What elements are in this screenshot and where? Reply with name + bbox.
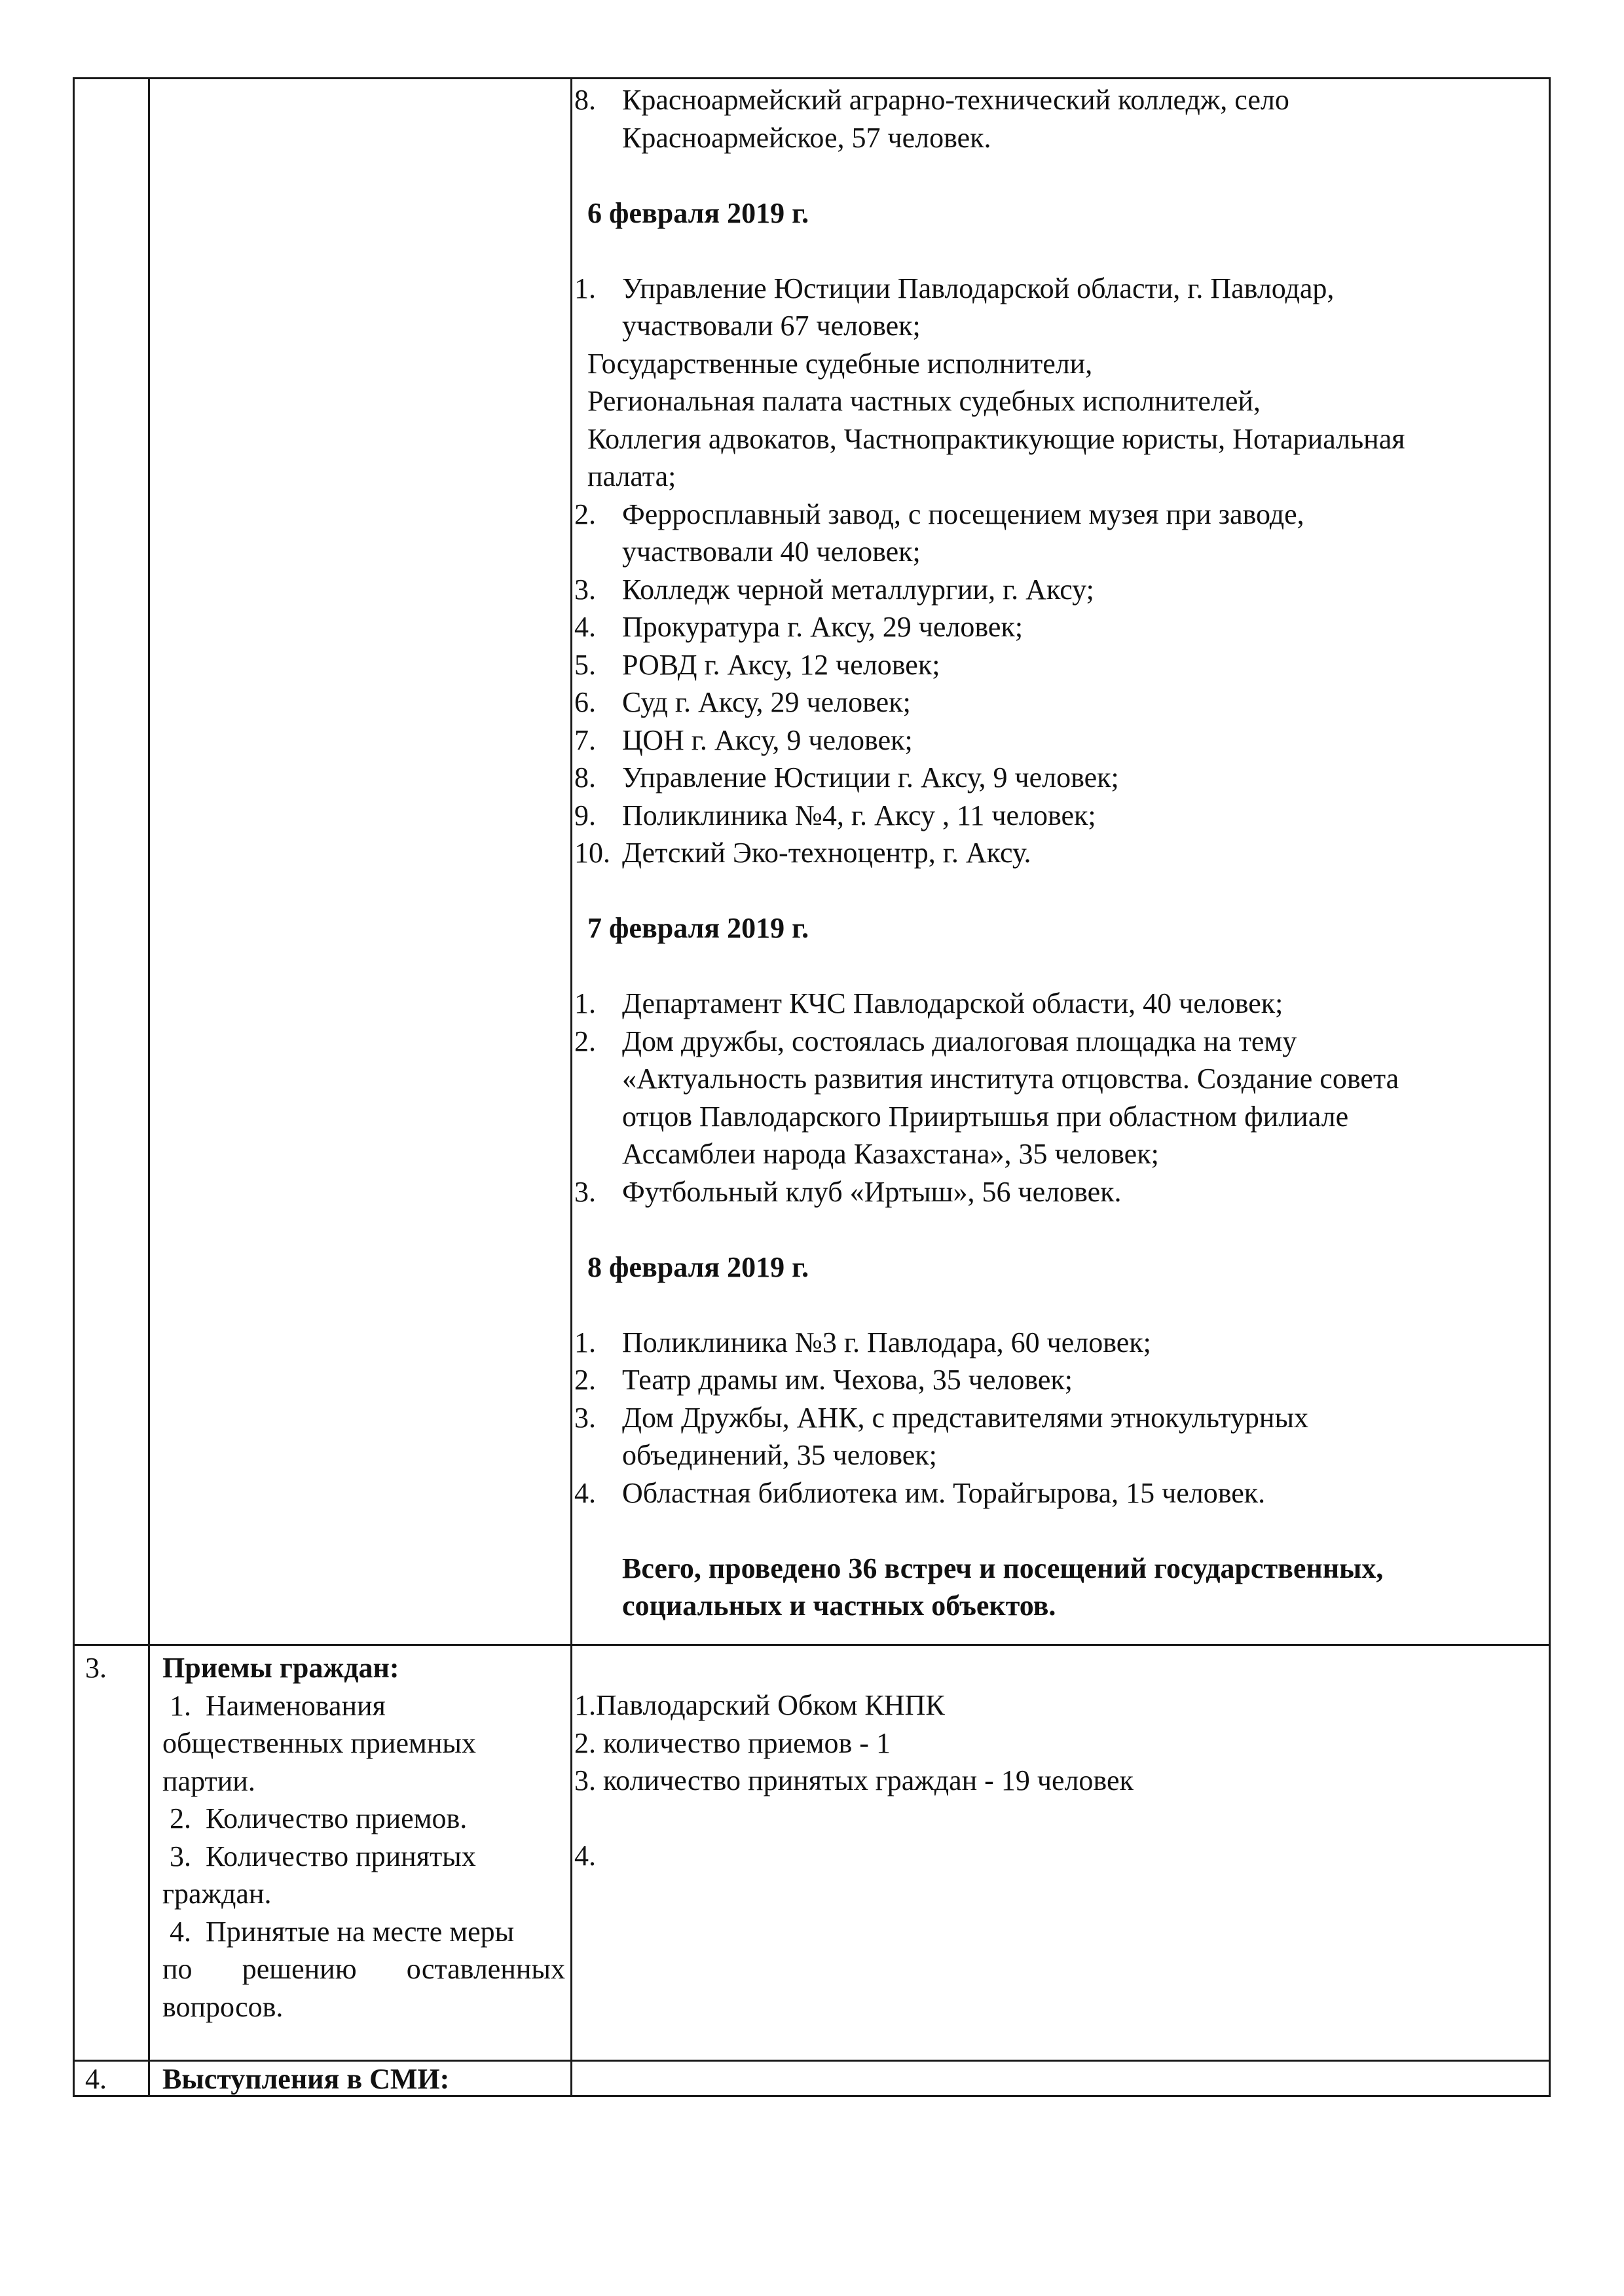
row3-right-line: 1.Павлодарский Обком КНПК	[574, 1689, 945, 1721]
summary-line: Всего, проведено 36 встреч и посещений государственных,	[622, 1552, 1384, 1584]
list-item-number: 5.	[574, 648, 596, 681]
list-item-text: Ферросплавный завод, с посещением музея при заводе,	[622, 498, 1304, 530]
plain-line: палата;	[587, 460, 676, 492]
row3-right-line	[574, 1800, 1543, 1838]
list-item-number: 7.	[574, 723, 596, 756]
list-item-text: РОВД г. Аксу, 12 человек;	[622, 648, 940, 681]
list-item-text: Красноармейский аграрно-технический колледж, село	[622, 84, 1289, 116]
row3-right-line: 4.	[574, 1840, 596, 1872]
list-item	[574, 270, 1543, 308]
list-item-number: 9.	[574, 799, 596, 831]
list-item-text: Областная библиотека им. Торайгырова, 15 человек.	[622, 1476, 1266, 1509]
list-item-continuation: «Актуальность развития института отцовства. Создание совета	[622, 1063, 1399, 1095]
list-item-text: Прокуратура г. Аксу, 29 человек;	[622, 611, 1024, 643]
row3-title: Приемы граждан:	[162, 1652, 399, 1684]
list-item	[574, 759, 1543, 797]
date-heading: 7 февраля 2019 г.	[587, 912, 809, 944]
row3-left-line: 2. Количество приемов.	[162, 1802, 468, 1834]
list-item	[574, 834, 1543, 872]
table-border-right	[1549, 77, 1551, 2097]
row3-left-line: по решению оставленных	[162, 1953, 565, 1985]
list-item-continuation: объединений, 35 человек;	[622, 1439, 937, 1471]
spacer	[574, 1211, 1543, 1248]
list-item-continuation: Красноармейское, 57 человек.	[622, 121, 991, 154]
row3-right-line: 2. количество приемов - 1	[574, 1726, 891, 1759]
list-item-text: Театр драмы им. Чехова, 35 человек;	[622, 1364, 1073, 1396]
list-item-text: Управление Юстиции г. Аксу, 9 человек;	[622, 761, 1119, 793]
list-item-number: 3.	[574, 573, 596, 606]
plain-line: Государственные судебные исполнители,	[587, 347, 1093, 380]
list-item	[574, 646, 1543, 684]
list-item	[574, 797, 1543, 835]
list-item-number: 10.	[574, 837, 610, 869]
list-item	[574, 1023, 1543, 1061]
list-item-number: 6.	[574, 686, 596, 718]
list-item-text: Дом Дружбы, АНК, с представителями этнокультурных	[622, 1401, 1309, 1434]
table-border-top	[73, 77, 1551, 79]
list-item-continuation: Ассамблеи народа Казахстана», 35 человек;	[622, 1138, 1159, 1170]
list-item-text: Дом дружбы, состоялась диалоговая площадка на тему	[622, 1025, 1297, 1057]
list-item-text: Суд г. Аксу, 29 человек;	[622, 686, 911, 718]
row3-left-line: 4. Принятые на месте меры	[162, 1915, 515, 1948]
row3-left-line: вопросов.	[162, 1990, 284, 2023]
row3-left-cell	[162, 1649, 565, 2026]
list-item-number: 2.	[574, 498, 596, 530]
plain-line: Коллегия адвокатов, Частнопрактикующие юристы, Нотариальная	[587, 422, 1405, 455]
row3-left-line: партии.	[162, 1764, 255, 1797]
list-item	[574, 721, 1543, 759]
list-item	[574, 985, 1543, 1023]
list-item	[574, 608, 1543, 646]
spacer	[574, 1286, 1543, 1324]
list-item-continuation: участвовали 40 человек;	[622, 536, 921, 568]
row3-right-line: 3. количество принятых граждан - 19 человек	[574, 1764, 1134, 1796]
list-item-number: 1.	[574, 987, 596, 1019]
list-item	[574, 571, 1543, 609]
list-item	[574, 1173, 1543, 1211]
list-item-number: 4.	[574, 611, 596, 643]
list-item	[574, 1361, 1543, 1399]
list-item-text: Футбольный клуб «Иртыш», 56 человек.	[622, 1175, 1122, 1208]
row3-number: 3.	[85, 1652, 107, 1684]
list-item-number: 1.	[574, 272, 596, 304]
date-heading: 8 февраля 2019 г.	[587, 1250, 809, 1283]
list-item-number: 2.	[574, 1364, 596, 1396]
date-heading: 6 февраля 2019 г.	[587, 196, 809, 229]
list-item	[574, 1324, 1543, 1362]
row3-left-line: 3. Количество принятых	[162, 1840, 476, 1872]
list-item	[574, 683, 1543, 721]
visits-list	[574, 81, 1543, 1625]
row3-left-line: граждан.	[162, 1878, 272, 1910]
list-item	[574, 1474, 1543, 1512]
list-item-continuation: участвовали 67 человек;	[622, 310, 921, 342]
table-border-col2	[570, 77, 572, 2097]
row4-title: Выступления в СМИ:	[162, 2063, 450, 2095]
row3-left-line: 1. Наименования	[162, 1689, 386, 1722]
spacer	[574, 156, 1543, 194]
list-item	[574, 1399, 1543, 1437]
plain-line: Региональная палата частных судебных исполнителей,	[587, 385, 1261, 417]
list-item-continuation: отцов Павлодарского Прииртышья при областном филиале	[622, 1100, 1349, 1133]
row3-left-line: общественных приемных	[162, 1727, 476, 1759]
list-item-number: 8.	[574, 761, 596, 793]
list-item	[574, 496, 1543, 534]
list-item-number: 3.	[574, 1175, 596, 1208]
spacer	[574, 232, 1543, 270]
list-item-text: Поликлиника №3 г. Павлодара, 60 человек;	[622, 1326, 1151, 1358]
list-item	[574, 81, 1543, 119]
list-item-text: Управление Юстиции Павлодарской области, г. Павлодар,	[622, 272, 1335, 304]
list-item-text: Колледж черной металлургии, г. Аксу;	[622, 573, 1094, 606]
spacer	[574, 872, 1543, 910]
table-border-left	[73, 77, 75, 2097]
list-item-text: Детский Эко-техноцентр, г. Аксу.	[622, 837, 1031, 869]
list-item-number: 4.	[574, 1476, 596, 1509]
table-border-col1	[148, 77, 150, 2097]
row3-right-cell	[574, 1686, 1543, 1875]
spacer	[574, 947, 1543, 985]
table-row-divider-3	[73, 1644, 1551, 1646]
list-item-number: 3.	[574, 1401, 596, 1434]
list-item-number: 2.	[574, 1025, 596, 1057]
list-item-text: ЦОН г. Аксу, 9 человек;	[622, 723, 913, 756]
list-item-number: 8.	[574, 84, 596, 116]
list-item-text: Поликлиника №4, г. Аксу , 11 человек;	[622, 799, 1096, 831]
list-item-text: Департамент КЧС Павлодарской области, 40 человек;	[622, 987, 1283, 1019]
list-item-number: 1.	[574, 1326, 596, 1358]
spacer	[574, 1512, 1543, 1550]
row4-number: 4.	[85, 2063, 107, 2095]
summary-line: социальных и частных объектов.	[622, 1590, 1056, 1622]
